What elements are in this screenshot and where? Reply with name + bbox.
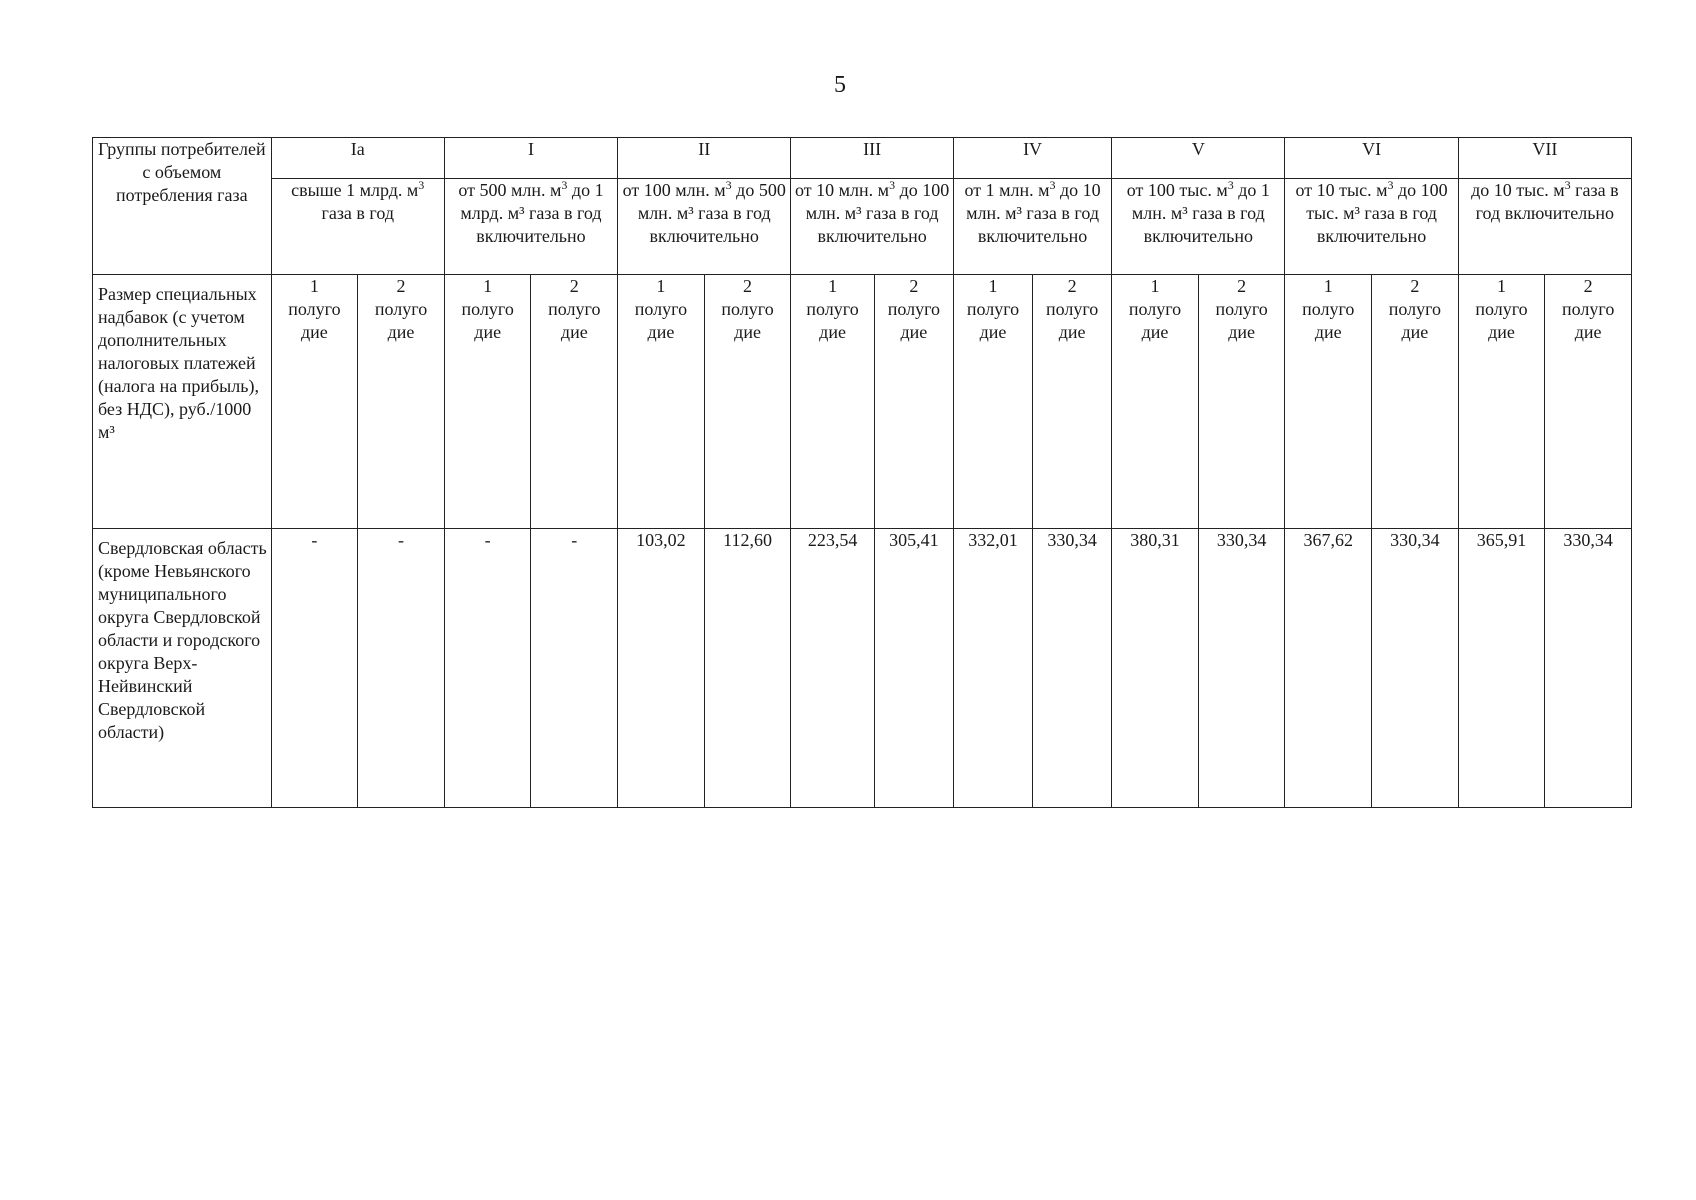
page-number: 5 xyxy=(834,72,846,98)
volume-text-post: до 100 млн. м³ газа в год включительно xyxy=(805,180,950,246)
group-roman-row xyxy=(93,138,1632,179)
group-volume-1 xyxy=(444,179,617,275)
cubic-superscript: 3 xyxy=(889,178,896,192)
halfyear-cell xyxy=(271,275,358,529)
halfyear-number: 2 xyxy=(1410,276,1420,296)
volume-text-post: до 1 млн. м³ газа в год включительно xyxy=(1131,180,1270,246)
value-cell: 223,54 xyxy=(791,529,874,808)
cubic-superscript: 3 xyxy=(725,178,732,192)
volume-text-post: до 1 млрд. м³ газа в год включительно xyxy=(460,180,604,246)
volume-text-post: до 10 млн. м³ газа в год включительно xyxy=(966,180,1101,246)
volume-text-post: до 100 тыс. м³ газа в год включительно xyxy=(1306,180,1448,246)
halfyear-number: 1 xyxy=(1497,276,1507,296)
value-cell: 330,34 xyxy=(1545,529,1632,808)
group-volume-5 xyxy=(1112,179,1285,275)
halfyear-word: полуго дие xyxy=(374,299,428,342)
halfyear-word: полуго дие xyxy=(288,299,341,342)
volume-text-pre: от 10 млн. м xyxy=(795,180,890,200)
group-roman-7: VII xyxy=(1458,138,1631,179)
cubic-superscript: 3 xyxy=(561,178,568,192)
volume-text-pre: от 100 млн. м xyxy=(622,180,726,200)
halfyear-cell xyxy=(874,275,953,529)
halfyear-word: полуго дие xyxy=(1475,299,1528,342)
value-cell: 112,60 xyxy=(704,529,791,808)
group-volume-0 xyxy=(271,179,444,275)
halfyear-word: полуго дие xyxy=(1045,299,1099,342)
value-cell: - xyxy=(271,529,358,808)
halfyear-word: полуго дие xyxy=(806,299,859,342)
cubic-superscript: 3 xyxy=(1387,178,1394,192)
halfyear-word: полуго дие xyxy=(1562,299,1615,342)
halfyear-cell xyxy=(444,275,531,529)
value-cell: 367,62 xyxy=(1285,529,1372,808)
halfyear-cell xyxy=(1033,275,1112,529)
halfyear-number: 1 xyxy=(1323,276,1333,296)
group-volume-6 xyxy=(1285,179,1458,275)
halfyear-cell xyxy=(1458,275,1545,529)
group-roman-5: V xyxy=(1112,138,1285,179)
group-volume-4 xyxy=(953,179,1111,275)
value-cell: - xyxy=(531,529,618,808)
volume-text-post: газа в год включительно xyxy=(1475,180,1619,223)
group-volume-row xyxy=(93,179,1632,275)
halfyear-number: 1 xyxy=(1150,276,1160,296)
volume-text-pre: от 500 млн. м xyxy=(458,180,562,200)
value-cell: - xyxy=(358,529,445,808)
group-roman-4: IV xyxy=(953,138,1111,179)
halfyear-number: 2 xyxy=(1237,276,1247,296)
halfyear-word: полуго дие xyxy=(1302,299,1355,342)
group-roman-0: Ia xyxy=(271,138,444,179)
halfyear-number: 1 xyxy=(988,276,998,296)
halfyear-number: 2 xyxy=(1067,276,1077,296)
halfyear-cell xyxy=(791,275,874,529)
value-cell: 330,34 xyxy=(1372,529,1459,808)
volume-text-pre: до 10 тыс. м xyxy=(1471,180,1565,200)
value-cell: 305,41 xyxy=(874,529,953,808)
halfyear-word: полуго дие xyxy=(461,299,514,342)
halfyear-number: 2 xyxy=(1583,276,1593,296)
surcharge-row-header: Размер специальных надбавок (с учетом дополнительных налоговых платежей (налога на прибыль), без НДС), руб./1000 м³ xyxy=(93,275,272,529)
corner-header: Группы потребителей с объемом потребления газа xyxy=(93,138,272,275)
value-cell: 330,34 xyxy=(1198,529,1285,808)
cubic-superscript: 3 xyxy=(1564,178,1571,192)
halfyear-cell xyxy=(1545,275,1632,529)
halfyear-word: полуго дие xyxy=(1128,299,1182,342)
group-volume-2 xyxy=(618,179,791,275)
halfyear-word: полуго дие xyxy=(721,299,774,342)
region-label: Свердловская область (кроме Невьянского муниципального округа Свердловской области и городского округа Верх-Нейвинский Свердловской области) xyxy=(93,529,272,808)
halfyear-cell xyxy=(953,275,1032,529)
halfyear-cell xyxy=(358,275,445,529)
group-roman-6: VI xyxy=(1285,138,1458,179)
table-body xyxy=(93,138,1632,808)
volume-text-pre: свыше 1 млрд. м xyxy=(291,180,419,200)
cubic-superscript: 3 xyxy=(418,178,425,192)
value-cell: 332,01 xyxy=(953,529,1032,808)
halfyear-number: 1 xyxy=(483,276,493,296)
volume-text-pre: от 1 млн. м xyxy=(964,180,1050,200)
tariff-table xyxy=(92,137,1632,808)
volume-text-post: газа в год xyxy=(321,203,394,223)
halfyear-cell xyxy=(704,275,791,529)
volume-text-pre: от 10 тыс. м xyxy=(1295,180,1388,200)
group-roman-2: II xyxy=(618,138,791,179)
halfyear-number: 2 xyxy=(396,276,406,296)
value-cell: 380,31 xyxy=(1112,529,1199,808)
halfyear-number: 1 xyxy=(656,276,666,296)
halfyear-cell xyxy=(1198,275,1285,529)
halfyear-cell xyxy=(1112,275,1199,529)
value-cell: 103,02 xyxy=(618,529,705,808)
value-cell: - xyxy=(444,529,531,808)
volume-text-post: до 500 млн. м³ газа в год включительно xyxy=(637,180,786,246)
halfyear-cell xyxy=(1285,275,1372,529)
region-row xyxy=(93,529,1632,808)
halfyear-number: 2 xyxy=(909,276,919,296)
halfyear-word: полуго дие xyxy=(634,299,688,342)
halfyear-cell xyxy=(1372,275,1459,529)
halfyear-number: 1 xyxy=(828,276,838,296)
halfyear-number: 2 xyxy=(569,276,579,296)
halfyear-word: полуго дие xyxy=(1388,299,1442,342)
group-roman-3: III xyxy=(791,138,954,179)
halfyear-word: полуго дие xyxy=(966,299,1020,342)
halfyear-cell xyxy=(618,275,705,529)
group-roman-1: I xyxy=(444,138,617,179)
halfyear-word: полуго дие xyxy=(887,299,940,342)
halfyear-number: 2 xyxy=(743,276,753,296)
halfyear-word: полуго дие xyxy=(1215,299,1268,342)
value-cell: 365,91 xyxy=(1458,529,1545,808)
group-volume-7 xyxy=(1458,179,1631,275)
halfyear-word: полуго дие xyxy=(548,299,601,342)
halfyear-number: 1 xyxy=(309,276,319,296)
halfyear-cell xyxy=(531,275,618,529)
value-cell: 330,34 xyxy=(1033,529,1112,808)
cubic-superscript: 3 xyxy=(1227,178,1234,192)
volume-text-pre: от 100 тыс. м xyxy=(1126,180,1228,200)
halfyear-row xyxy=(93,275,1632,529)
group-volume-3 xyxy=(791,179,954,275)
cubic-superscript: 3 xyxy=(1049,178,1056,192)
